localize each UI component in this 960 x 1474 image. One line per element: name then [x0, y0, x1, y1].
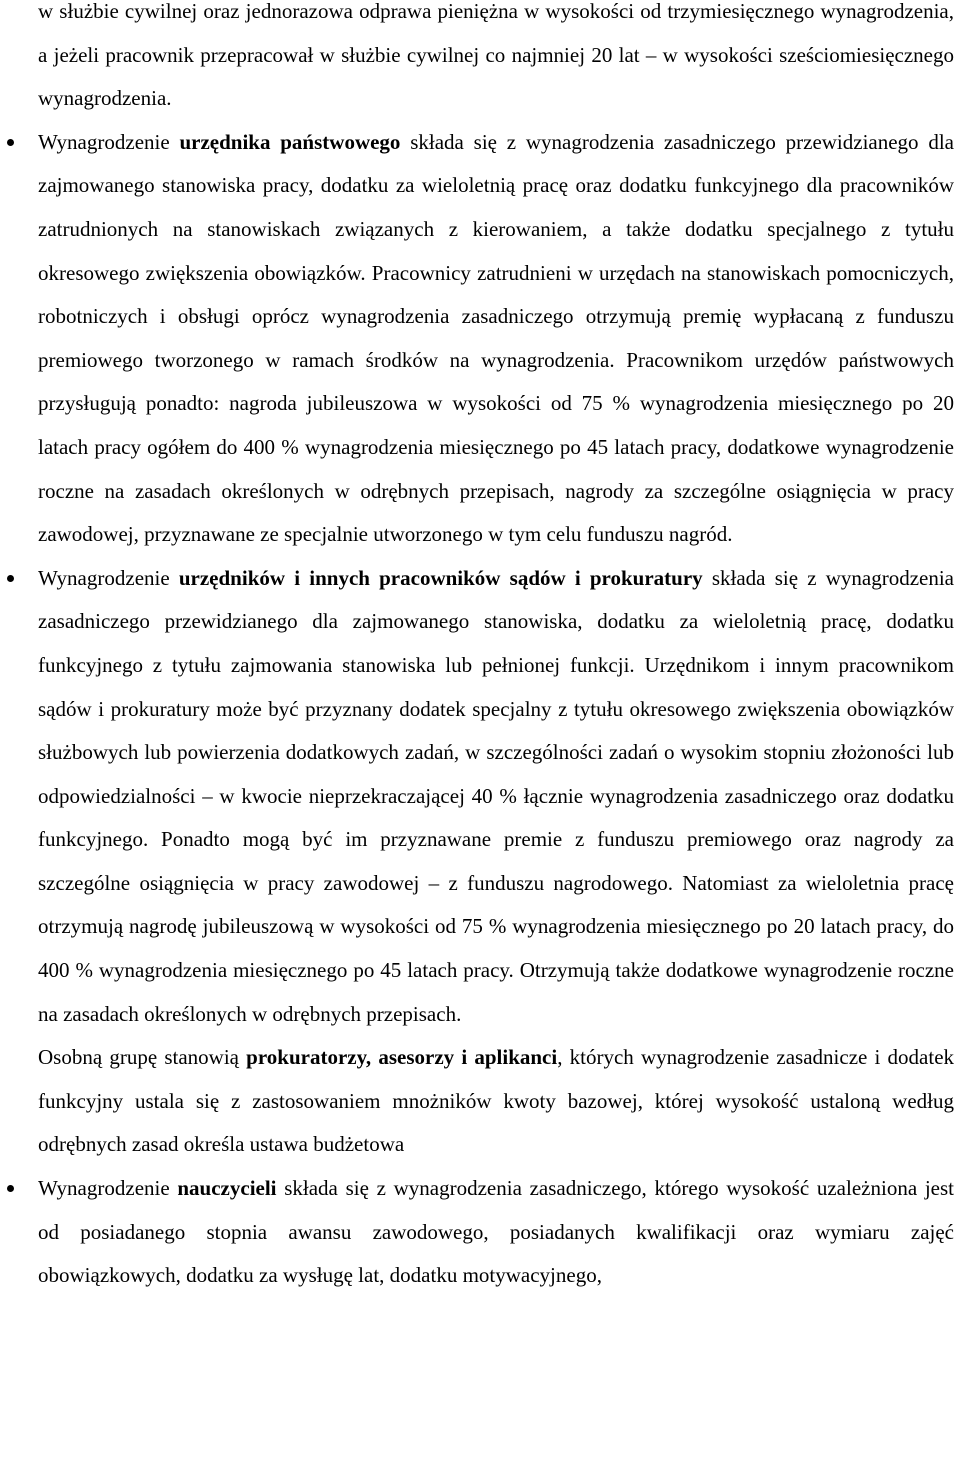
text-run: składa się z wynagrodzenia zasadniczego, którego wysokość uzależniona jest od posiadanego stopnia awansu zawodowego, posiadanych kwalifikacji oraz wymiaru zajęć obowiązkowych, dodatku za wysługę lat, dodatku motywacyjnego, [38, 1176, 955, 1288]
bold-term: urzędników i innych pracowników sądów i prokuratury [178, 565, 703, 590]
text-run: , których wynagrodzenie zasadnicze i dodatek funkcyjny ustala się z zastosowaniem mnożników kwoty bazowej, której wysokość ustaloną według odrębnych zasad określa ustawa budżetowa [38, 1045, 955, 1157]
text-run: Osobną grupę stanowią [38, 1045, 247, 1070]
text-run: Wynagrodzenie [38, 565, 179, 590]
document-page [38, 0, 954, 1298]
paragraph-continuation: w służbie cywilnej oraz jednorazowa odprawa pieniężna w wysokości od trzymiesięcznego wynagrodzenia, a jeżeli pracownik przepracował w służbie cywilnej co najmniej 20 lat – w wysokości sześciomiesięcznego wynagrodzenia. [38, 0, 954, 111]
paragraph-prokuratorzy [38, 1036, 954, 1167]
paragraph-sady-prokuratura [38, 557, 954, 1037]
text-run: Wynagrodzenie [38, 129, 180, 154]
text-run: Wynagrodzenie [38, 1176, 178, 1201]
bold-term: nauczycieli [177, 1176, 277, 1201]
text-run: składa się z wynagrodzenia zasadniczego przewidzianego dla zajmowanego stanowiska, dodatku za wieloletnią pracę, dodatku funkcyjnego z tytułu zajmowania stanowiska lub pełnionej funkcji. Urzędnikom i innym pracownikom sądów i prokuratury może być przyznany dodatek specjalny z tytułu okresowego zwiększenia obowiązków służbowych lub powierzenia dodatkowych zadań, w szczególności zadań o wysokim stopniu złożoności lub odpowiedzialności – w kwocie nieprzekraczającej 40 % łącznie wynagrodzenia zasadniczego oraz dodatku funkcyjnego. Ponadto mogą być im przyznawane premie z funduszu premiowego oraz nagrody za szczególne osiągnięcia w pracy zawodowej – z funduszu nagrodowego. Natomiast za wieloletnia pracę otrzymują nagrodę jubileuszową w wysokości od 75 % wynagrodzenia miesięcznego po 20 latach pracy, do 400 % wynagrodzenia miesięcznego po 45 latach pracy. Otrzymują także dodatkowe wynagrodzenie roczne na zasadach określonych w odrębnych przepisach. [38, 565, 954, 1026]
text-run: składa się z wynagrodzenia zasadniczego przewidzianego dla zajmowanego stanowiska pracy, dodatku za wieloletnią pracę oraz dodatku funkcyjnego dla pracowników zatrudnionych na stanowiskach związanych z kierowaniem, a także dodatku specjalnego z tytułu okresowego zwiększenia obowiązków. Pracownicy zatrudnieni w urzędach na stanowiskach pomocniczych, robotniczych i obsługi oprócz wynagrodzenia zasadniczego otrzymują premię wypłacaną z funduszu premiowego tworzonego w ramach środków na wynagrodzenia. Pracownikom urzędów państwowych przysługują ponadto: nagroda jubileuszowa w wysokości od 75 % wynagrodzenia miesięcznego po 20 latach pracy ogółem do 400 % wynagrodzenia miesięcznego po 45 latach pracy, dodatkowe wynagrodzenie roczne na zasadach określonych w odrębnych przepisach, nagrody za szczególne osiągnięcia w pracy zawodowej, przyznawane ze specjalnie utworzonego w tym celu funduszu nagród. [38, 129, 954, 547]
bold-term: prokuratorzy, asesorzy i aplikanci [246, 1045, 558, 1070]
bold-term: urzędnika państwowego [179, 129, 401, 154]
paragraph-urzednik-panstwowy [38, 121, 954, 557]
paragraph-nauczyciele [38, 1167, 954, 1298]
